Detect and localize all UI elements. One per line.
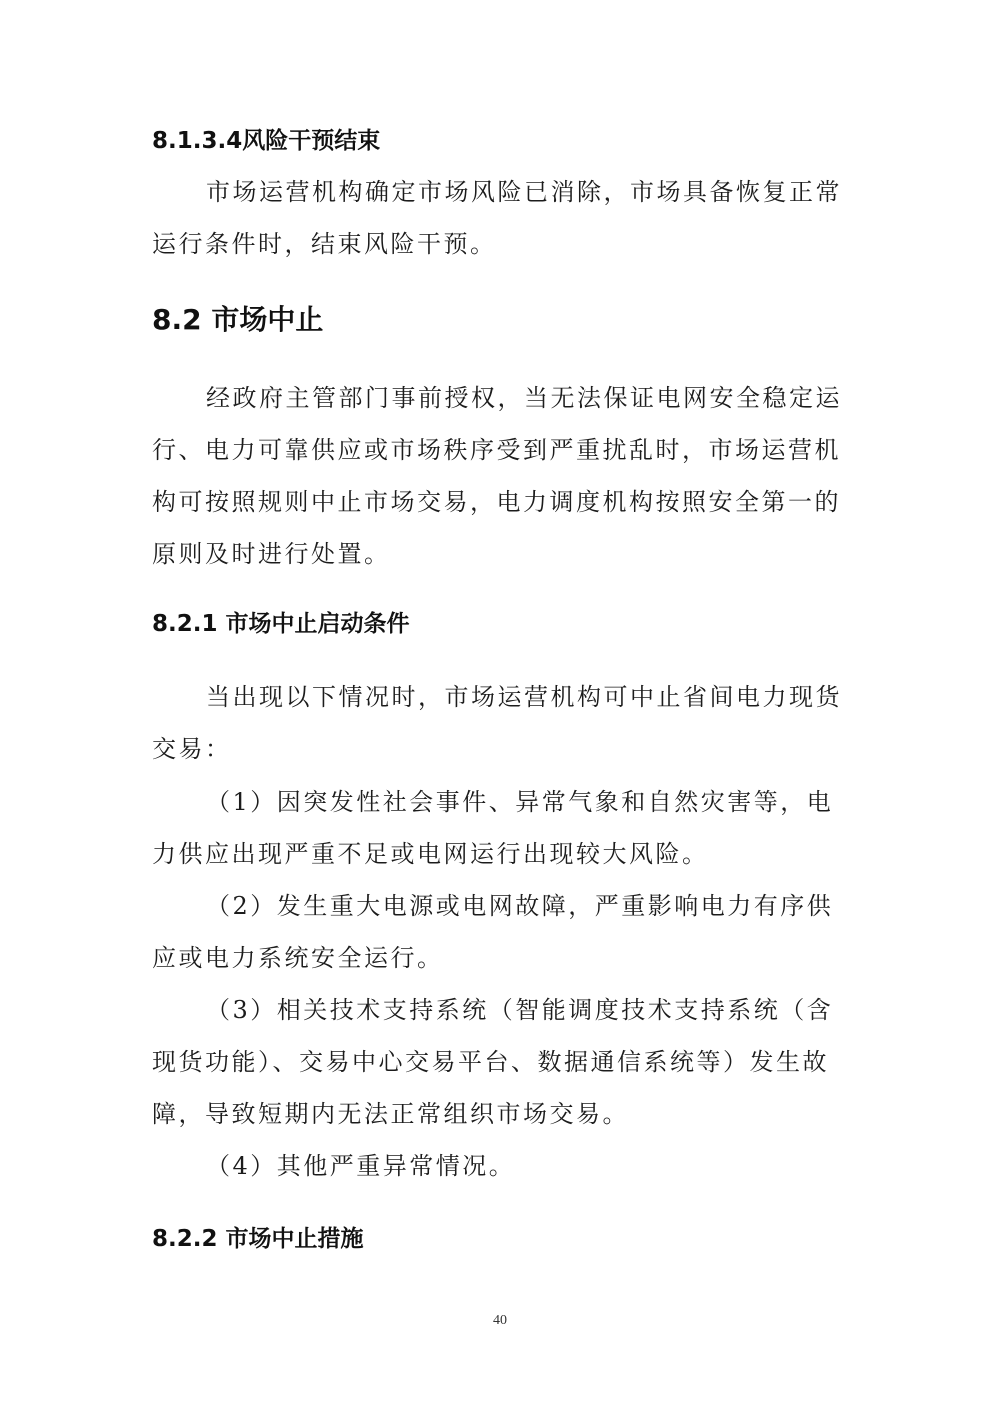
page-number: 40 — [493, 1313, 507, 1328]
section-heading-8-2-2: 8.2.2 市场中止措施 — [152, 1226, 364, 1252]
section-heading-8-1-3-4: 8.1.3.4风险干预结束 — [152, 128, 381, 154]
paragraph-line: 交易： — [152, 735, 232, 763]
section-heading-8-2-1: 8.2.1 市场中止启动条件 — [152, 611, 410, 637]
paragraph-line: 当出现以下情况时，市场运营机构可中止省间电力现货 — [206, 683, 842, 711]
paragraph-line: 运行条件时，结束风险干预。 — [152, 230, 497, 258]
list-item-line: 障，导致短期内无法正常组织市场交易。 — [152, 1100, 629, 1128]
list-item-line: （4）其他严重异常情况。 — [206, 1152, 516, 1180]
paragraph-line: 市场运营机构确定市场风险已消除，市场具备恢复正常 — [206, 178, 842, 206]
list-item-line: （1）因突发性社会事件、异常气象和自然灾害等，电 — [206, 788, 834, 816]
list-item-line: 应或电力系统安全运行。 — [152, 944, 444, 972]
section-heading-8-2: 8.2 市场中止 — [152, 303, 324, 336]
paragraph-line: 经政府主管部门事前授权，当无法保证电网安全稳定运 — [206, 384, 842, 412]
paragraph-line: 构可按照规则中止市场交易，电力调度机构按照安全第一的 — [152, 488, 841, 516]
list-item-line: （3）相关技术支持系统（智能调度技术支持系统（含 — [206, 996, 834, 1024]
paragraph-line: 原则及时进行处置。 — [152, 540, 391, 568]
paragraph-line: 行、电力可靠供应或市场秩序受到严重扰乱时，市场运营机 — [152, 436, 841, 464]
list-item-line: 现货功能）、交易中心交易平台、数据通信系统等）发生故 — [152, 1048, 829, 1076]
list-item-line: 力供应出现严重不足或电网运行出现较大风险。 — [152, 840, 709, 868]
list-item-line: （2）发生重大电源或电网故障，严重影响电力有序供 — [206, 892, 834, 920]
